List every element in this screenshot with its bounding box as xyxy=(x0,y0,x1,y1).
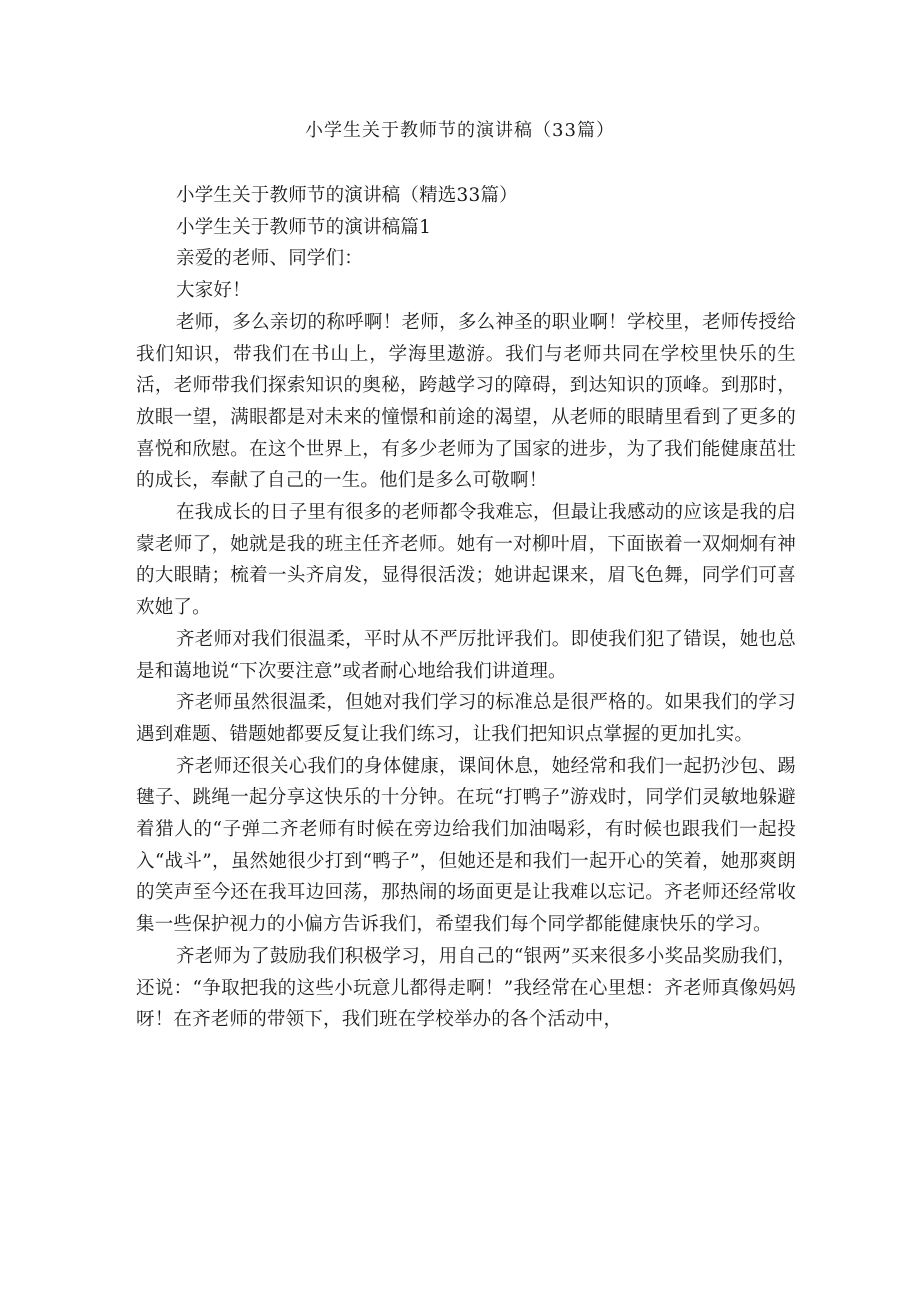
paragraph-6: 齐老师为了鼓励我们积极学习，用自己的“银两”买来很多小奖品奖励我们，还说：“争取把我的这些小玩意儿都得走啊！”我经常在心里想：齐老师真像妈妈呀！在齐老师的带领下，我们班在学校举办的各个活动中， xyxy=(136,945,796,1031)
subtitle-line: 小学生关于教师节的演讲稿（精选33篇） xyxy=(176,185,518,206)
greeting: 大家好！ xyxy=(176,280,251,302)
paragraph-1: 老师，多么亲切的称呼啊！老师，多么神圣的职业啊！学校里，老师传授给我们知识，带我们在书山上，学海里遨游。我们与老师共同在学校里快乐的生活，老师带我们探索知识的奥秘，跨越学习的障碍，到达知识的顶峰。到那时，放眼一望，满眼都是对未来的憧憬和前途的渴望，从老师的眼睛里看到了更多的喜悦和欣慰。在这个世界上，有多少老师为了国家的进步，为了我们能健康茁壮的成长，奉献了自己的一生。他们是多么可敬啊！ xyxy=(136,311,796,492)
paragraph-5: 齐老师还很关心我们的身体健康，课间休息，她经常和我们一起扔沙包、踢毽子、跳绳一起分享这快乐的十分钟。在玩“打鸭子”游戏时，同学们灵敏地躲避着猎人的“子弹二齐老师有时候在旁边给我们加油喝彩，有时候也跟我们一起投入“战斗”，虽然她很少打到“鸭子”，但她还是和我们一起开心的笑着，她那爽朗的笑声至今还在我耳边回荡，那热闹的场面更是让我难以忘记。齐老师还经常收集一些保护视力的小偏方告诉我们，希望我们每个同学都能健康快乐的学习。 xyxy=(136,755,796,936)
paragraph-3: 齐老师对我们很温柔，平时从不严厉批评我们。即使我们犯了错误，她也总是和蔼地说“下次要注意”或者耐心地给我们讲道理。 xyxy=(136,628,796,682)
section-heading: 小学生关于教师节的演讲稿篇1 xyxy=(176,216,432,238)
paragraph-2: 在我成长的日子里有很多的老师都令我难忘，但最让我感动的应该是我的启蒙老师了，她就是我的班主任齐老师。她有一对柳叶眉，下面嵌着一双炯炯有神的大眼睛；梳着一头齐肩发，显得很活泼；她讲起课来，眉飞色舞，同学们可喜欢她了。 xyxy=(136,502,796,619)
document-body xyxy=(136,180,796,1036)
document-title: 小学生关于教师节的演讲稿（33篇） xyxy=(305,120,615,141)
paragraph-4: 齐老师虽然很温柔，但她对我们学习的标准总是很严格的。如果我们的学习遇到难题、错题她都要反复让我们练习，让我们把知识点掌握的更加扎实。 xyxy=(136,692,796,745)
salutation: 亲爱的老师、同学们： xyxy=(176,248,364,270)
